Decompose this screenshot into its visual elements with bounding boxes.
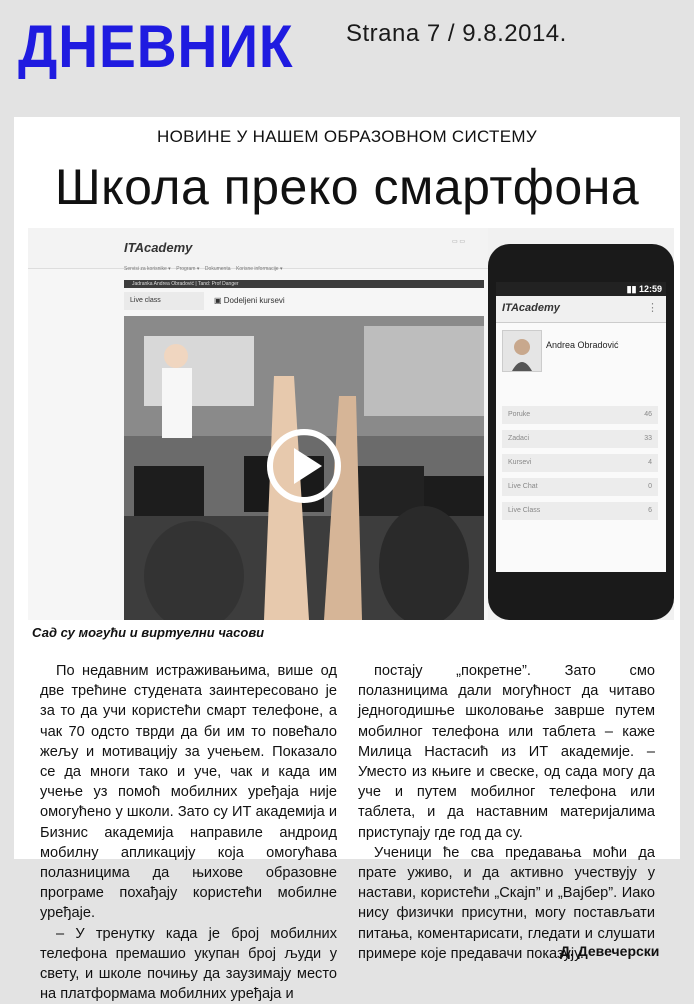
site-nav-item: Servisi za korisnike <box>124 266 167 272</box>
page-reference: Strana 7 / 9.8.2014. <box>346 20 567 47</box>
stat-label: Kursevi <box>508 459 532 466</box>
stat-label: Live Class <box>508 507 541 514</box>
tile-assigned-courses <box>208 292 338 310</box>
stat-value: 6 <box>648 507 652 514</box>
classroom-illustration <box>124 316 484 620</box>
article-photo <box>28 228 674 620</box>
site-login-link: ▭ ▭ <box>452 239 466 245</box>
article-kicker: НОВИНЕ У НАШЕМ ОБРАЗОВНОМ СИСТЕМУ <box>157 127 537 146</box>
site-nav-item: Korisne informacije <box>236 266 279 272</box>
book-icon: ▣ <box>214 296 224 305</box>
site-header <box>28 228 488 269</box>
stat-value: 4 <box>648 459 652 466</box>
classroom-video <box>124 316 484 620</box>
photo-caption: Сад су могући и виртуелни часови <box>32 625 265 640</box>
stat-row[interactable] <box>502 406 658 424</box>
stat-label: Live Chat <box>508 483 538 490</box>
article-column-left <box>40 661 337 1004</box>
stat-row[interactable] <box>502 502 658 520</box>
smartphone <box>488 244 674 620</box>
site-nav-item: Dokumenta <box>204 266 231 272</box>
tile-live-class: Live class <box>124 292 204 310</box>
stat-label: Poruke <box>508 411 531 418</box>
stat-value: 0 <box>648 483 652 490</box>
article-paragraph: постају „покретне”. Зато смо полазницима дали могућност да читаво једногодишње школовање заврше путем мобилног телефона или таблета – каже Милица Настасић из ИТ академије. – Уместо из књиге и свеске, од сада могу да уче и путем мобилног телефона или таблета, и да наставним материјалима приступају где год да су. <box>358 663 655 841</box>
phone-screen <box>496 282 666 572</box>
article-paragraph: Ученици ће сва предавања моћи да прате уживо, и да активно учествују у настави, користећи „Скајп” и „Вајбер”. Иако нису физички присутни, могу постављати питања, коментарисати, гледати и слушати примере које предавачи показују. <box>358 844 655 962</box>
masthead <box>0 0 694 110</box>
profile-name: Andrea Obradović <box>546 340 619 350</box>
website-screenshot <box>28 228 488 620</box>
article-paragraph: По недавним истраживањима, више од две трећине студената заинтересовано је за то да учи користећи смарт телефоне, а чак 70 одсто тврди да би им то повећало жељу и мотивацију за учењем. Показало се да многи тако и уче, чак и када им учење уз помоћ мобилних уређаја није омогућено у школи. Зато су ИТ академија и Бизнис академија направиле андроид мобилну апликацију која омогућава полазницима да њихове образовне програме похађају користећи мобилне уређаје. <box>40 663 337 922</box>
newspaper-logo: ДНЕВНИК <box>18 13 294 80</box>
phone-menu-icon[interactable]: ⋮ <box>647 302 658 314</box>
avatar-image <box>503 331 541 371</box>
app-bar <box>496 296 666 323</box>
article-byline: Д. Девечерски <box>560 943 660 959</box>
profile-card <box>496 326 666 376</box>
stat-value: 46 <box>644 411 652 418</box>
tile-courses-label: Dodeljeni kursevi <box>223 296 285 305</box>
article-headline: Школа преко смартфона <box>54 159 640 215</box>
signal-icon: ▮▮ <box>626 284 639 294</box>
stat-label: Zadaci <box>508 435 530 442</box>
app-brand: ITAcademy <box>502 302 560 314</box>
stat-row[interactable] <box>502 454 658 472</box>
article-clipping <box>14 117 680 1003</box>
site-user-bar: Jadranka Andrea Obradović | Tand: Prof Danger <box>124 280 484 288</box>
stat-row[interactable] <box>502 478 658 496</box>
stat-value: 33 <box>644 435 652 442</box>
site-nav: Servisi za korisnike ▾ Program ▾ Dokumenta Korisne informacije ▾ <box>124 266 283 272</box>
article-column-right <box>358 661 655 964</box>
article-paragraph: – У тренутку када је број мобилних телефона премашио укупан број људи у свету, и школе почињу да заузимају место на платформама мобилних уређаја и <box>40 925 337 1003</box>
avatar <box>502 330 542 372</box>
stat-row[interactable] <box>502 430 658 448</box>
site-brand: ITAcademy <box>124 240 193 255</box>
phone-status-bar <box>496 282 666 296</box>
site-nav-item: Program <box>176 266 196 272</box>
phone-time: 12:59 <box>638 284 662 294</box>
